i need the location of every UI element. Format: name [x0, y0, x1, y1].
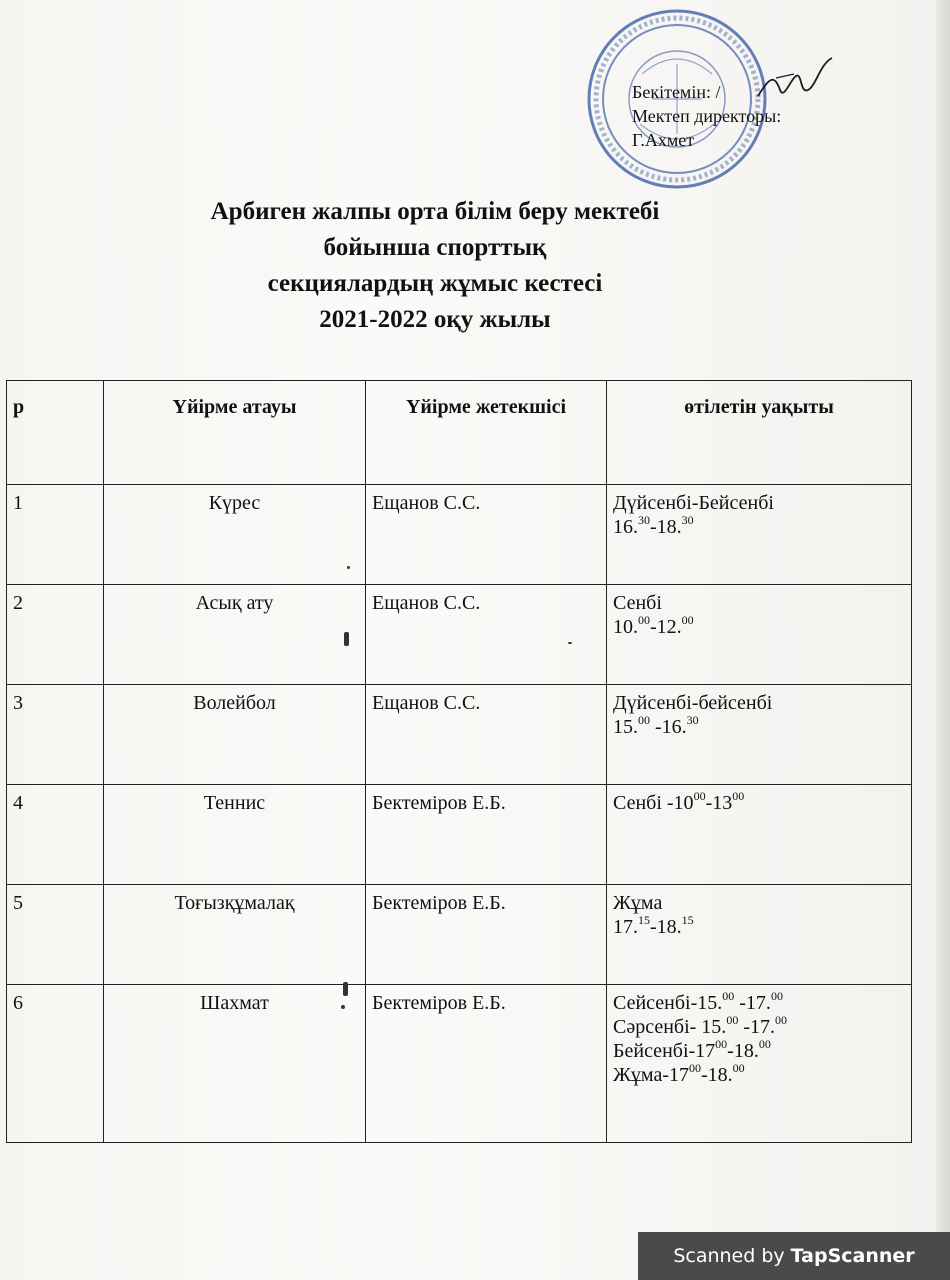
time-minutes: 00 — [732, 789, 745, 803]
header-time: өтілетін уақыты — [607, 381, 912, 485]
table-row — [7, 885, 912, 985]
watermark-brand: TapScanner — [790, 1245, 915, 1267]
time-label: Жұма-17 — [613, 1064, 689, 1086]
time-label: Сенбі -10 — [613, 792, 694, 814]
speck — [341, 1005, 345, 1009]
time-hours: -17. — [734, 992, 771, 1014]
cell-club-name: Тоғызқұмалақ — [104, 885, 366, 985]
table-row — [7, 785, 912, 885]
title-line-2: бойынша спорттық — [323, 234, 547, 261]
time-minutes: 00 — [774, 1013, 787, 1027]
time-minutes: 00 — [638, 713, 650, 727]
time-minutes: 15 — [638, 913, 650, 927]
time-hours: -12. — [650, 616, 682, 638]
time-hours: 10. — [613, 616, 638, 638]
time-line — [613, 891, 905, 915]
speck — [568, 642, 572, 644]
speck — [347, 566, 350, 569]
time-minutes: 30 — [686, 713, 699, 727]
time-line — [613, 991, 905, 1015]
time-line — [613, 1063, 905, 1087]
time-hours: -18. — [727, 1040, 759, 1062]
cell-time — [607, 785, 912, 885]
paper-edge-shadow — [936, 0, 950, 1280]
cell-num: 6 — [7, 985, 104, 1143]
cell-leader: Бектеміров Е.Б. — [366, 985, 607, 1143]
time-minutes: 00 — [688, 1061, 701, 1075]
time-hours: -16. — [650, 716, 687, 738]
table-row — [7, 485, 912, 585]
time-hours: -13 — [705, 792, 733, 814]
time-minutes: 30 — [638, 513, 650, 527]
time-line — [613, 915, 905, 939]
time-hours: -18. — [650, 916, 682, 938]
header-name: Үйірме атауы — [104, 381, 366, 485]
time-line — [613, 691, 905, 715]
cell-leader: Ещанов С.С. — [366, 485, 607, 585]
approval-line-1: Бекітемін: / — [632, 82, 721, 102]
time-hours: -17. — [738, 1016, 775, 1038]
header-leader: Үйірме жетекшісі — [366, 381, 607, 485]
cell-time — [607, 985, 912, 1143]
cell-club-name: Асық ату — [104, 585, 366, 685]
time-minutes: 00 — [758, 1037, 771, 1051]
document-title — [90, 194, 780, 338]
cell-club-name: Шахмат — [104, 985, 366, 1143]
cell-time — [607, 885, 912, 985]
time-minutes: 00 — [681, 613, 694, 627]
table-header-row — [7, 381, 912, 485]
cell-num: 1 — [7, 485, 104, 585]
cell-time — [607, 685, 912, 785]
cell-leader: Бектеміров Е.Б. — [366, 785, 607, 885]
time-label: Бейсенбі-17 — [613, 1040, 716, 1062]
time-line — [613, 615, 905, 639]
time-line — [613, 715, 905, 739]
header-num: р — [7, 381, 104, 485]
cell-club-name: Волейбол — [104, 685, 366, 785]
time-minutes: 30 — [681, 513, 694, 527]
approval-line-3: Г.Ахмет — [632, 130, 695, 150]
time-label: Жұма — [613, 892, 663, 914]
director-signature — [750, 50, 840, 110]
time-minutes: 00 — [732, 1061, 745, 1075]
time-label: Сәрсенбі- 15. — [613, 1016, 727, 1038]
time-label: Дүйсенбі-Бейсенбі — [613, 492, 774, 514]
time-hours: -18. — [700, 1064, 733, 1086]
cell-num: 3 — [7, 685, 104, 785]
time-label: Сенбі — [613, 592, 662, 614]
cell-leader: Ещанов С.С. — [366, 685, 607, 785]
speck — [343, 982, 348, 996]
time-label: Дүйсенбі-бейсенбі — [613, 692, 773, 714]
time-minutes: 00 — [770, 989, 783, 1003]
time-minutes: 00 — [693, 789, 706, 803]
time-label: Сейсенбі-15. — [613, 992, 723, 1014]
tapscanner-watermark — [638, 1232, 950, 1280]
time-minutes: 00 — [726, 1013, 739, 1027]
cell-leader: Бектеміров Е.Б. — [366, 885, 607, 985]
cell-leader: Ещанов С.С. — [366, 585, 607, 685]
speck — [344, 632, 349, 646]
time-line — [613, 515, 905, 539]
time-line — [613, 1039, 905, 1063]
title-line-1: Арбиген жалпы орта білім беру мектебі — [210, 198, 660, 225]
cell-club-name: Теннис — [104, 785, 366, 885]
time-line — [613, 591, 905, 615]
cell-club-name: Күрес — [104, 485, 366, 585]
time-line — [613, 1015, 905, 1039]
cell-time — [607, 485, 912, 585]
title-line-4: 2021-2022 оқу жылы — [319, 306, 551, 333]
table-row — [7, 985, 912, 1143]
time-hours: 15. — [613, 716, 638, 738]
cell-time — [607, 585, 912, 685]
watermark-prefix: Scanned by — [673, 1245, 785, 1267]
time-hours: 16. — [613, 516, 638, 538]
cell-num: 2 — [7, 585, 104, 685]
time-line — [613, 491, 905, 515]
time-hours: -18. — [650, 516, 682, 538]
time-hours: 17. — [613, 916, 638, 938]
time-minutes: 00 — [722, 989, 735, 1003]
time-minutes: 00 — [638, 613, 650, 627]
cell-num: 5 — [7, 885, 104, 985]
schedule-table — [6, 380, 912, 1143]
title-line-3: секциялардың жұмыс кестесі — [267, 270, 603, 297]
time-minutes: 15 — [681, 913, 694, 927]
table-row — [7, 585, 912, 685]
approval-line-2: Мектеп директоры: — [632, 106, 782, 126]
cell-num: 4 — [7, 785, 104, 885]
time-line — [613, 791, 905, 815]
time-minutes: 00 — [715, 1037, 728, 1051]
table-row — [7, 685, 912, 785]
